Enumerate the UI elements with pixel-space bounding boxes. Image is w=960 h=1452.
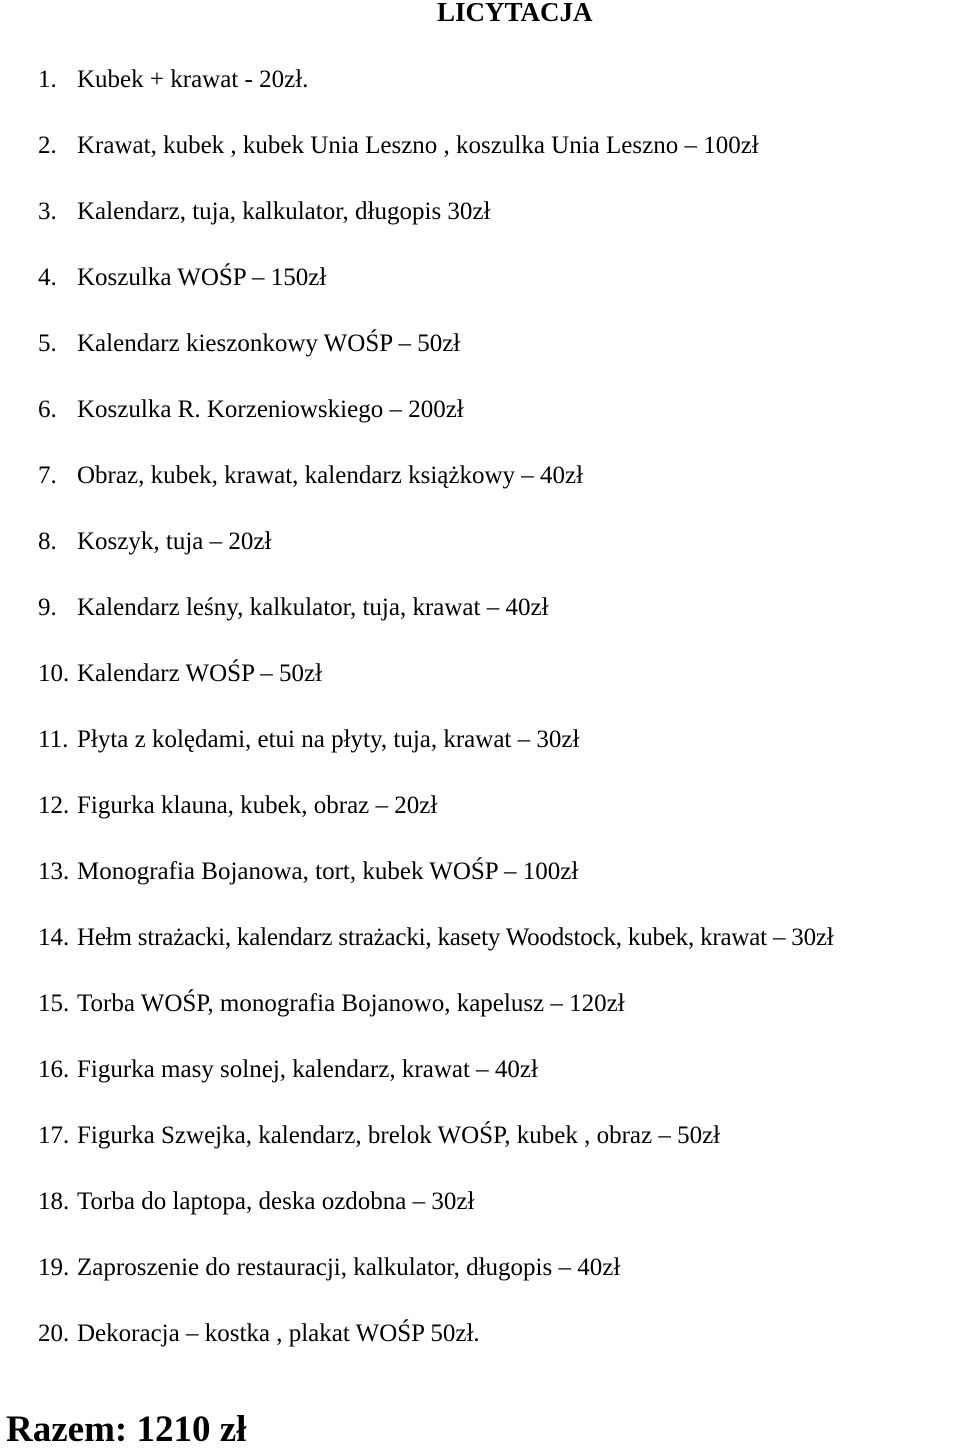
item-text: Płyta z kolędami, etui na płyty, tuja, krawat – 30zł	[77, 726, 580, 753]
item-text: Kalendarz WOŚP – 50zł	[77, 660, 323, 687]
item-text: Torba do laptopa, deska ozdobna – 30zł	[77, 1188, 475, 1215]
item-text: Kubek + krawat - 20zł.	[77, 66, 309, 93]
item-number: 9.	[38, 594, 57, 621]
item-text: Monografia Bojanowa, tort, kubek WOŚP – 100zł	[77, 858, 579, 885]
item-number: 7.	[38, 462, 57, 489]
item-number: 5.	[38, 330, 57, 357]
item-number: 8.	[38, 528, 57, 555]
item-number: 16.	[38, 1056, 70, 1083]
item-number: 6.	[38, 396, 57, 423]
item-text: Torba WOŚP, monografia Bojanowo, kapelusz – 120zł	[77, 990, 625, 1017]
item-text: Zaproszenie do restauracji, kalkulator, długopis – 40zł	[77, 1254, 621, 1281]
item-number: 4.	[38, 264, 57, 291]
item-number: 10.	[38, 660, 70, 687]
item-text: Kalendarz kieszonkowy WOŚP – 50zł	[77, 330, 461, 357]
item-number: 15.	[38, 990, 70, 1017]
item-text: Figurka klauna, kubek, obraz – 20zł	[77, 792, 438, 819]
item-text: Koszulka R. Korzeniowskiego – 200zł	[77, 396, 464, 423]
item-number: 20.	[38, 1320, 70, 1347]
item-number: 2.	[38, 132, 57, 159]
item-number: 12.	[38, 792, 70, 819]
item-text: Kalendarz, tuja, kalkulator, długopis 30zł	[77, 198, 491, 225]
item-text: Hełm strażacki, kalendarz strażacki, kasety Woodstock, kubek, krawat – 30zł	[77, 924, 834, 951]
item-number: 3.	[38, 198, 57, 225]
item-number: 14.	[38, 924, 70, 951]
item-text: Dekoracja – kostka , plakat WOŚP 50zł.	[77, 1320, 480, 1347]
item-text: Obraz, kubek, krawat, kalendarz książkowy – 40zł	[77, 462, 584, 489]
item-number: 1.	[38, 66, 57, 93]
item-number: 11.	[38, 726, 69, 753]
item-text: Koszulka WOŚP – 150zł	[77, 264, 327, 291]
item-text: Figurka Szwejka, kalendarz, brelok WOŚP, kubek , obraz – 50zł	[77, 1122, 721, 1149]
total-sum: Razem: 1210 zł	[6, 1409, 247, 1450]
item-number: 19.	[38, 1254, 70, 1281]
item-number: 17.	[38, 1122, 70, 1149]
item-text: Krawat, kubek , kubek Unia Leszno , koszulka Unia Leszno – 100zł	[77, 132, 759, 159]
item-text: Kalendarz leśny, kalkulator, tuja, krawat – 40zł	[77, 594, 549, 621]
item-number: 18.	[38, 1188, 70, 1215]
item-text: Koszyk, tuja – 20zł	[77, 528, 272, 555]
document-title: LICYTACJA	[437, 0, 593, 27]
item-number: 13.	[38, 858, 70, 885]
item-text: Figurka masy solnej, kalendarz, krawat – 40zł	[77, 1056, 538, 1083]
